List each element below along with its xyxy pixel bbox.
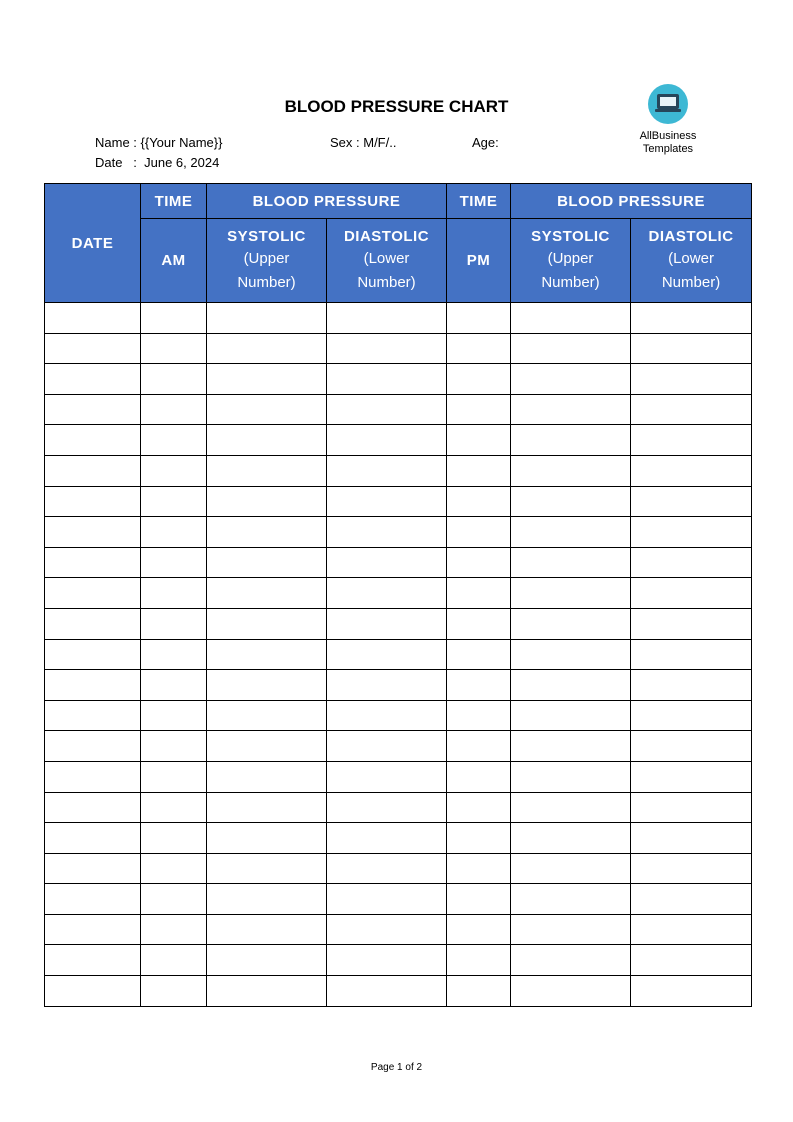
am-diastolic-cell[interactable] [327,364,447,395]
am-time-cell[interactable] [141,884,207,915]
pm-systolic-cell[interactable] [511,884,631,915]
sex-field: Sex : M/F/.. [330,135,397,150]
pm-diastolic-cell[interactable] [631,425,752,456]
table-row [45,700,752,731]
am-time-cell[interactable] [141,547,207,578]
am-systolic-cell[interactable] [207,792,327,823]
pm-diastolic-cell[interactable] [631,945,752,976]
pm-systolic-cell[interactable] [511,731,631,762]
table-row [45,578,752,609]
table-row [45,792,752,823]
am-diastolic-cell[interactable] [327,914,447,945]
table-row [45,823,752,854]
date-cell[interactable] [45,792,141,823]
table-row [45,425,752,456]
pm-time-cell[interactable] [447,700,511,731]
upper-label: (Upper [547,249,594,267]
am-time-cell[interactable] [141,853,207,884]
am-time-cell[interactable] [141,578,207,609]
table-row [45,914,752,945]
pm-systolic-cell[interactable] [511,700,631,731]
table-row [45,608,752,639]
pm-systolic-cell[interactable] [511,455,631,486]
pm-diastolic-cell[interactable] [631,700,752,731]
am-systolic-cell[interactable] [207,670,327,701]
pm-time-cell[interactable] [447,823,511,854]
am-time-cell[interactable] [141,364,207,395]
date-cell[interactable] [45,914,141,945]
am-diastolic-cell[interactable] [327,792,447,823]
pm-time-cell[interactable] [447,731,511,762]
am-diastolic-cell[interactable] [327,853,447,884]
pm-diastolic-cell[interactable] [631,853,752,884]
table-row [45,547,752,578]
date-cell[interactable] [45,945,141,976]
am-header: AM [141,219,207,303]
date-cell[interactable] [45,700,141,731]
am-time-cell[interactable] [141,517,207,548]
am-diastolic-cell[interactable] [327,700,447,731]
pm-time-cell[interactable] [447,455,511,486]
am-time-cell[interactable] [141,761,207,792]
am-diastolic-cell[interactable] [327,731,447,762]
date-cell[interactable] [45,425,141,456]
number-label: Number) [541,273,600,291]
pm-systolic-cell[interactable] [511,578,631,609]
pm-systolic-cell[interactable] [511,425,631,456]
am-time-cell[interactable] [141,792,207,823]
date-cell[interactable] [45,761,141,792]
logo [622,84,714,156]
am-time-cell[interactable] [141,486,207,517]
bp-header-am: BLOOD PRESSURE [207,184,447,219]
am-diastolic-cell[interactable] [327,394,447,425]
am-time-cell[interactable] [141,731,207,762]
pm-diastolic-cell[interactable] [631,394,752,425]
am-diastolic-cell[interactable] [327,455,447,486]
table-row [45,884,752,915]
pm-diastolic-cell[interactable] [631,670,752,701]
table-row [45,394,752,425]
pm-time-cell[interactable] [447,792,511,823]
date-cell[interactable] [45,823,141,854]
am-time-cell[interactable] [141,608,207,639]
pm-time-cell[interactable] [447,761,511,792]
pm-time-cell[interactable] [447,670,511,701]
pm-systolic-cell[interactable] [511,547,631,578]
am-diastolic-cell[interactable] [327,761,447,792]
am-time-cell[interactable] [141,914,207,945]
number-label: Number) [661,273,721,291]
systolic-label: SYSTOLIC [227,227,306,245]
upper-label: (Upper [243,249,290,267]
am-time-cell[interactable] [141,303,207,334]
pm-systolic-cell[interactable] [511,945,631,976]
pm-systolic-cell[interactable] [511,517,631,548]
table-row [45,364,752,395]
am-diastolic-cell[interactable] [327,517,447,548]
page-title: BLOOD PRESSURE CHART [284,97,509,116]
pm-diastolic-cell[interactable] [631,608,752,639]
pm-time-cell[interactable] [447,303,511,334]
pm-header: PM [447,219,511,303]
date-header: DATE [45,184,141,303]
time-header-pm: TIME [447,184,511,219]
date-cell[interactable] [45,486,141,517]
am-time-cell[interactable] [141,700,207,731]
date-cell[interactable] [45,547,141,578]
date-cell[interactable] [45,639,141,670]
am-systolic-cell[interactable] [207,455,327,486]
date-field: Date : June 6, 2024 [95,155,220,170]
am-systolic-cell[interactable] [207,853,327,884]
am-time-cell[interactable] [141,333,207,364]
am-systolic-cell[interactable] [207,823,327,854]
am-diastolic-cell[interactable] [327,303,447,334]
diastolic-label: DIASTOLIC [648,227,734,245]
number-label: Number) [357,273,416,291]
am-time-cell[interactable] [141,455,207,486]
pm-systolic-cell[interactable] [511,853,631,884]
am-diastolic-cell[interactable] [327,884,447,915]
logo-line-1: AllBusiness [639,130,697,142]
pm-time-cell[interactable] [447,914,511,945]
am-systolic-cell[interactable] [207,976,327,1007]
systolic-header-pm [511,219,631,303]
pm-time-cell[interactable] [447,394,511,425]
table-row [45,853,752,884]
table-row [45,670,752,701]
pm-diastolic-cell[interactable] [631,455,752,486]
pm-diastolic-cell[interactable] [631,731,752,762]
am-systolic-cell[interactable] [207,914,327,945]
table-row [45,455,752,486]
am-systolic-cell[interactable] [207,303,327,334]
logo-line-2: Templates [642,143,694,155]
table-row [45,976,752,1007]
table-body [45,303,752,1007]
am-systolic-cell[interactable] [207,333,327,364]
date-cell[interactable] [45,303,141,334]
pm-diastolic-cell[interactable] [631,761,752,792]
pm-time-cell[interactable] [447,853,511,884]
diastolic-label: DIASTOLIC [343,227,430,245]
pm-diastolic-cell[interactable] [631,333,752,364]
systolic-label: SYSTOLIC [531,227,610,245]
pm-time-cell[interactable] [447,486,511,517]
am-systolic-cell[interactable] [207,364,327,395]
pm-time-cell[interactable] [447,608,511,639]
table-row [45,333,752,364]
am-systolic-cell[interactable] [207,884,327,915]
table-row [45,761,752,792]
date-cell[interactable] [45,731,141,762]
am-systolic-cell[interactable] [207,578,327,609]
table-row [45,517,752,548]
am-diastolic-cell[interactable] [327,823,447,854]
am-time-cell[interactable] [141,670,207,701]
am-systolic-cell[interactable] [207,945,327,976]
am-systolic-cell[interactable] [207,394,327,425]
am-diastolic-cell[interactable] [327,945,447,976]
am-systolic-cell[interactable] [207,486,327,517]
pm-time-cell[interactable] [447,639,511,670]
lower-label: (Lower [668,249,714,267]
date-cell[interactable] [45,884,141,915]
pm-diastolic-cell[interactable] [631,823,752,854]
am-time-cell[interactable] [141,639,207,670]
date-cell[interactable] [45,517,141,548]
diastolic-header-pm [631,219,752,303]
am-systolic-cell[interactable] [207,761,327,792]
am-systolic-cell[interactable] [207,547,327,578]
bp-header-pm: BLOOD PRESSURE [511,184,752,219]
pm-systolic-cell[interactable] [511,914,631,945]
pm-diastolic-cell[interactable] [631,976,752,1007]
pm-time-cell[interactable] [447,364,511,395]
diastolic-header-am [327,219,447,303]
date-cell[interactable] [45,853,141,884]
table-row [45,731,752,762]
am-diastolic-cell[interactable] [327,547,447,578]
pm-time-cell[interactable] [447,945,511,976]
am-diastolic-cell[interactable] [327,425,447,456]
time-header-am: TIME [141,184,207,219]
pm-systolic-cell[interactable] [511,364,631,395]
lower-label: (Lower [363,249,410,267]
pm-time-cell[interactable] [447,976,511,1007]
date-cell[interactable] [45,670,141,701]
pm-time-cell[interactable] [447,884,511,915]
pm-diastolic-cell[interactable] [631,914,752,945]
pm-systolic-cell[interactable] [511,333,631,364]
pm-time-cell[interactable] [447,578,511,609]
pm-systolic-cell[interactable] [511,976,631,1007]
pm-systolic-cell[interactable] [511,639,631,670]
table-row [45,303,752,334]
am-diastolic-cell[interactable] [327,670,447,701]
age-field: Age: [472,135,499,150]
pm-systolic-cell[interactable] [511,792,631,823]
table-row [45,639,752,670]
pm-systolic-cell[interactable] [511,608,631,639]
am-systolic-cell[interactable] [207,517,327,548]
am-diastolic-cell[interactable] [327,976,447,1007]
am-time-cell[interactable] [141,425,207,456]
pm-systolic-cell[interactable] [511,670,631,701]
pm-diastolic-cell[interactable] [631,547,752,578]
page-footer: Page 1 of 2 [370,1062,423,1073]
am-time-cell[interactable] [141,945,207,976]
date-cell[interactable] [45,578,141,609]
date-cell[interactable] [45,333,141,364]
pm-diastolic-cell[interactable] [631,364,752,395]
am-diastolic-cell[interactable] [327,486,447,517]
systolic-header-am [207,219,327,303]
am-diastolic-cell[interactable] [327,578,447,609]
pm-time-cell[interactable] [447,517,511,548]
pm-systolic-cell[interactable] [511,761,631,792]
am-systolic-cell[interactable] [207,639,327,670]
table-row [45,486,752,517]
pm-systolic-cell[interactable] [511,486,631,517]
date-cell[interactable] [45,976,141,1007]
am-time-cell[interactable] [141,976,207,1007]
pm-time-cell[interactable] [447,333,511,364]
laptop-icon [648,84,688,124]
pm-diastolic-cell[interactable] [631,578,752,609]
blood-pressure-table [44,183,752,1007]
number-label: Number) [237,273,296,291]
pm-diastolic-cell[interactable] [631,303,752,334]
am-diastolic-cell[interactable] [327,639,447,670]
am-systolic-cell[interactable] [207,700,327,731]
am-diastolic-cell[interactable] [327,333,447,364]
pm-time-cell[interactable] [447,425,511,456]
date-cell[interactable] [45,394,141,425]
pm-systolic-cell[interactable] [511,303,631,334]
am-time-cell[interactable] [141,823,207,854]
name-field: Name : {{Your Name}} [95,135,223,150]
am-diastolic-cell[interactable] [327,608,447,639]
am-systolic-cell[interactable] [207,425,327,456]
table-row [45,945,752,976]
am-time-cell[interactable] [141,394,207,425]
date-cell[interactable] [45,608,141,639]
pm-diastolic-cell[interactable] [631,639,752,670]
pm-systolic-cell[interactable] [511,823,631,854]
pm-diastolic-cell[interactable] [631,486,752,517]
date-cell[interactable] [45,455,141,486]
am-systolic-cell[interactable] [207,731,327,762]
am-systolic-cell[interactable] [207,608,327,639]
pm-systolic-cell[interactable] [511,394,631,425]
pm-time-cell[interactable] [447,547,511,578]
pm-diastolic-cell[interactable] [631,792,752,823]
pm-diastolic-cell[interactable] [631,884,752,915]
pm-diastolic-cell[interactable] [631,517,752,548]
date-cell[interactable] [45,364,141,395]
